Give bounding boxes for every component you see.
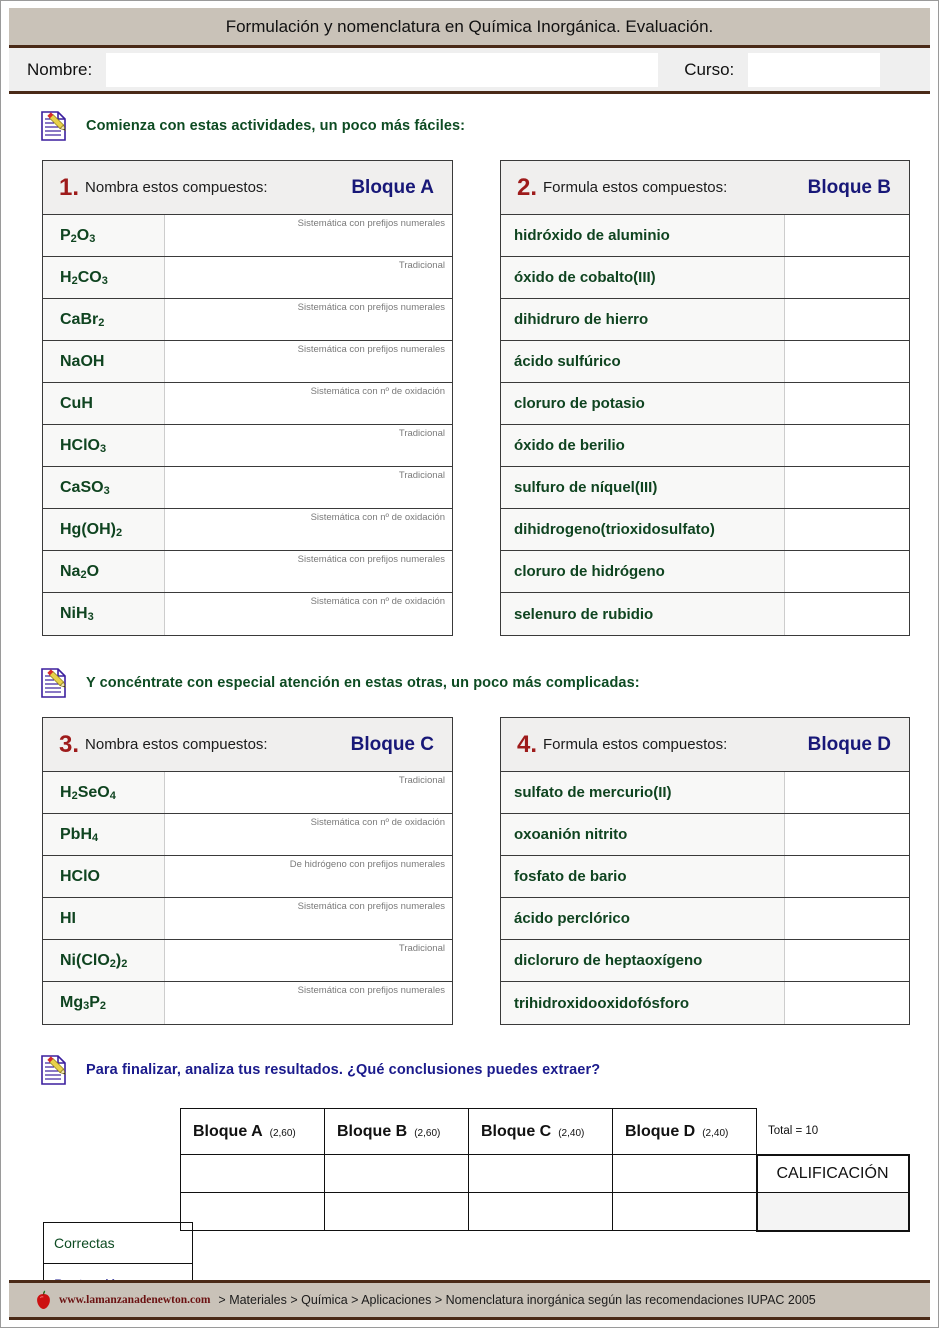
footer-site-url[interactable]: www.lamanzanadenewton.com [59, 1294, 211, 1306]
table-row [501, 772, 909, 814]
results-col-b-points: (2,60) [414, 1127, 441, 1139]
answer-cell[interactable] [165, 856, 452, 897]
score-cell-a[interactable] [181, 1193, 325, 1231]
table-row [43, 341, 452, 383]
formula-cell: Na $_2$ O [43, 551, 165, 592]
answer-cell[interactable] [785, 257, 909, 298]
nomenclature-hint: Tradicional [398, 943, 445, 954]
answer-cell[interactable] [785, 856, 909, 897]
correct-cell-a[interactable] [181, 1155, 325, 1193]
block-a-header [43, 161, 452, 215]
document-pencil-icon [39, 667, 69, 699]
nomenclature-hint: Sistemática con prefijos numerales [297, 554, 445, 565]
results-col-c-points: (2,40) [558, 1127, 585, 1139]
instruction-text-1: Comienza con estas actividades, un poco más fáciles: [86, 118, 466, 134]
compound-name-cell: óxido de berilio [501, 425, 785, 466]
table-row [43, 467, 452, 509]
table-row [501, 509, 909, 551]
block-d-number: 4. [517, 730, 538, 758]
nomenclature-hint: Sistemática con nº de oxidación [310, 386, 445, 397]
instruction-text-2: Y concéntrate con especial atención en estas otras, un poco más complicadas: [86, 675, 640, 691]
results-col-a-header [181, 1109, 325, 1155]
formula-cell: CaSO $_3$ [43, 467, 165, 508]
answer-cell[interactable] [785, 467, 909, 508]
nomenclature-hint: De hidrógeno con prefijos numerales [289, 859, 445, 870]
formula-cell: H $_2$ SeO $_4$ [43, 772, 165, 813]
block-c-rows [43, 772, 452, 1024]
block-a-prompt: Nombra estos compuestos: [85, 179, 268, 196]
answer-cell[interactable] [785, 383, 909, 424]
answer-cell[interactable] [165, 341, 452, 382]
answer-cell[interactable] [165, 898, 452, 939]
table-row [43, 425, 452, 467]
compound-name-cell: dihidrogeno(trioxidosulfato) [501, 509, 785, 550]
formula-cell: CaBr $_2$ [43, 299, 165, 340]
answer-cell[interactable] [785, 341, 909, 382]
formula-cell: CuH [43, 383, 165, 424]
answer-cell[interactable] [165, 593, 452, 635]
formula-cell: Ni(ClO $_2$ ) $_2$ [43, 940, 165, 981]
results-col-b-label: Bloque B [337, 1122, 408, 1140]
formula-cell: HClO $_3$ [43, 425, 165, 466]
answer-cell[interactable] [165, 257, 452, 298]
answer-cell[interactable] [165, 982, 452, 1024]
answer-cell[interactable] [165, 772, 452, 813]
table-row [43, 215, 452, 257]
table-row [501, 593, 909, 635]
grade-value[interactable] [757, 1193, 909, 1231]
apple-icon [35, 1290, 52, 1310]
formula-cell: NaOH [43, 341, 165, 382]
block-c-number: 3. [59, 730, 80, 758]
results-col-d-label: Bloque D [625, 1122, 696, 1140]
table-row [43, 509, 452, 551]
table-row [43, 898, 452, 940]
nomenclature-hint: Sistemática con prefijos numerales [297, 344, 445, 355]
results-correct-row [181, 1155, 909, 1193]
formula-cell: Mg $_3$ P $_2$ [43, 982, 165, 1024]
results-total-label: Total = 10 [768, 1125, 819, 1137]
formula-cell: NiH $_3$ [43, 593, 165, 635]
compound-name-cell: óxido de cobalto(III) [501, 257, 785, 298]
results-col-c-label: Bloque C [481, 1122, 552, 1140]
block-d-rows [501, 772, 909, 1024]
instruction-text-3: Para finalizar, analiza tus resultados. ¿Qué conclusiones puedes extraer? [86, 1062, 601, 1078]
formula-cell: HI [43, 898, 165, 939]
results-col-c-header [469, 1109, 613, 1155]
blocks-row-ab [42, 160, 938, 636]
document-pencil-icon [39, 110, 69, 142]
block-b-header [501, 161, 909, 215]
name-label: Nombre: [27, 59, 93, 79]
answer-cell[interactable] [165, 467, 452, 508]
compound-name-cell: dihidruro de hierro [501, 299, 785, 340]
block-c-name: Bloque C [350, 733, 434, 755]
block-d [500, 717, 910, 1025]
block-c-prompt: Nombra estos compuestos: [85, 736, 268, 753]
breadcrumb: > Materiales > Química > Aplicaciones > Nomenclatura inorgánica según las recomendaciones IUPAC 2005 [218, 1293, 816, 1307]
table-row [501, 856, 909, 898]
table-row [501, 299, 909, 341]
correct-cell-c[interactable] [469, 1155, 613, 1193]
compound-name-cell: cloruro de hidrógeno [501, 551, 785, 592]
curso-label: Curso: [684, 59, 735, 79]
block-a [42, 160, 453, 636]
table-row [43, 299, 452, 341]
answer-cell[interactable] [785, 982, 909, 1024]
answer-cell[interactable] [785, 299, 909, 340]
compound-name-cell: selenuro de rubidio [501, 593, 785, 635]
identity-row [9, 48, 930, 94]
block-a-name: Bloque A [351, 176, 434, 198]
table-row [501, 940, 909, 982]
results-score-row [181, 1193, 909, 1231]
answer-cell[interactable] [165, 551, 452, 592]
table-row [501, 814, 909, 856]
compound-name-cell: sulfato de mercurio(II) [501, 772, 785, 813]
formula-cell: P $_2$ O $_3$ [43, 215, 165, 256]
score-cell-b[interactable] [325, 1193, 469, 1231]
compound-name-cell: trihidroxidooxidofósforo [501, 982, 785, 1024]
formula-cell: PbH $_4$ [43, 814, 165, 855]
answer-cell[interactable] [785, 940, 909, 981]
table-row [43, 551, 452, 593]
compound-name-cell: dicloruro de heptaoxígeno [501, 940, 785, 981]
answer-cell[interactable] [165, 509, 452, 550]
table-row [43, 383, 452, 425]
table-row [43, 772, 452, 814]
nomenclature-hint: Tradicional [398, 470, 445, 481]
block-b-rows [501, 215, 909, 635]
score-cell-d[interactable] [613, 1193, 757, 1231]
table-row [43, 814, 452, 856]
table-row [43, 940, 452, 982]
name-input[interactable] [106, 53, 658, 87]
table-row [501, 341, 909, 383]
nomenclature-hint: Sistemática con prefijos numerales [297, 302, 445, 313]
correct-cell-d[interactable] [613, 1155, 757, 1193]
answer-cell[interactable] [785, 814, 909, 855]
formula-cell: H $_2$ CO $_3$ [43, 257, 165, 298]
answer-cell[interactable] [785, 425, 909, 466]
row-label-correctas: Correctas [44, 1223, 193, 1264]
table-row [43, 982, 452, 1024]
nomenclature-hint: Sistemática con nº de oxidación [310, 596, 445, 607]
compound-name-cell: hidróxido de aluminio [501, 215, 785, 256]
results-col-d-points: (2,40) [702, 1127, 729, 1139]
answer-cell[interactable] [165, 814, 452, 855]
block-d-name: Bloque D [807, 733, 891, 755]
nomenclature-hint: Sistemática con prefijos numerales [297, 985, 445, 996]
block-c [42, 717, 453, 1025]
formula-cell: Hg(OH) $_2$ [43, 509, 165, 550]
table-row [501, 551, 909, 593]
table-row [501, 257, 909, 299]
block-b-name: Bloque B [807, 176, 891, 198]
block-b-number: 2. [517, 173, 538, 201]
answer-cell[interactable] [785, 772, 909, 813]
answer-cell[interactable] [785, 215, 909, 256]
answer-cell[interactable] [165, 299, 452, 340]
footer [9, 1280, 930, 1320]
table-row [501, 467, 909, 509]
nomenclature-hint: Sistemática con prefijos numerales [297, 218, 445, 229]
nomenclature-hint: Tradicional [398, 775, 445, 786]
score-cell-c[interactable] [469, 1193, 613, 1231]
results-table [180, 1108, 910, 1232]
formula-cell: HClO [43, 856, 165, 897]
answer-cell[interactable] [785, 593, 909, 635]
answer-cell[interactable] [165, 383, 452, 424]
table-row [501, 898, 909, 940]
block-b-prompt: Formula estos compuestos: [543, 179, 728, 196]
results-col-b-header [325, 1109, 469, 1155]
instruction-row-2 [39, 667, 938, 699]
table-row [501, 425, 909, 467]
correct-cell-b[interactable] [325, 1155, 469, 1193]
results-col-d-header [613, 1109, 757, 1155]
nomenclature-hint: Sistemática con prefijos numerales [297, 901, 445, 912]
block-a-number: 1. [59, 173, 80, 201]
block-c-header [43, 718, 452, 772]
compound-name-cell: fosfato de bario [501, 856, 785, 897]
answer-cell[interactable] [785, 898, 909, 939]
table-row [501, 215, 909, 257]
block-d-header [501, 718, 909, 772]
results-col-a-label: Bloque A [193, 1122, 263, 1140]
table-row [501, 383, 909, 425]
instruction-row-1 [39, 110, 938, 142]
compound-name-cell: sulfuro de níquel(III) [501, 467, 785, 508]
nomenclature-hint: Sistemática con nº de oxidación [310, 817, 445, 828]
results-col-a-points: (2,60) [269, 1127, 296, 1139]
nomenclature-hint: Tradicional [398, 428, 445, 439]
nomenclature-hint: Sistemática con nº de oxidación [310, 512, 445, 523]
table-row [43, 593, 452, 635]
answer-cell[interactable] [165, 215, 452, 256]
document-pencil-icon [39, 1054, 69, 1086]
blocks-row-cd [42, 717, 938, 1025]
compound-name-cell: ácido sulfúrico [501, 341, 785, 382]
instruction-row-3 [39, 1054, 938, 1086]
block-d-prompt: Formula estos compuestos: [543, 736, 728, 753]
page-title: Formulación y nomenclatura en Química Inorgánica. Evaluación. [9, 8, 930, 48]
compound-name-cell: ácido perclórico [501, 898, 785, 939]
answer-cell[interactable] [165, 940, 452, 981]
block-a-rows [43, 215, 452, 635]
nomenclature-hint: Tradicional [398, 260, 445, 271]
compound-name-cell: cloruro de potasio [501, 383, 785, 424]
answer-cell[interactable] [785, 509, 909, 550]
table-row [43, 257, 452, 299]
compound-name-cell: oxoanión nitrito [501, 814, 785, 855]
block-b [500, 160, 910, 636]
answer-cell[interactable] [785, 551, 909, 592]
results-header-row [181, 1109, 909, 1155]
curso-input[interactable] [748, 53, 880, 87]
table-row [43, 856, 452, 898]
grade-label: CALIFICACIÓN [757, 1155, 909, 1193]
table-row [501, 982, 909, 1024]
answer-cell[interactable] [165, 425, 452, 466]
